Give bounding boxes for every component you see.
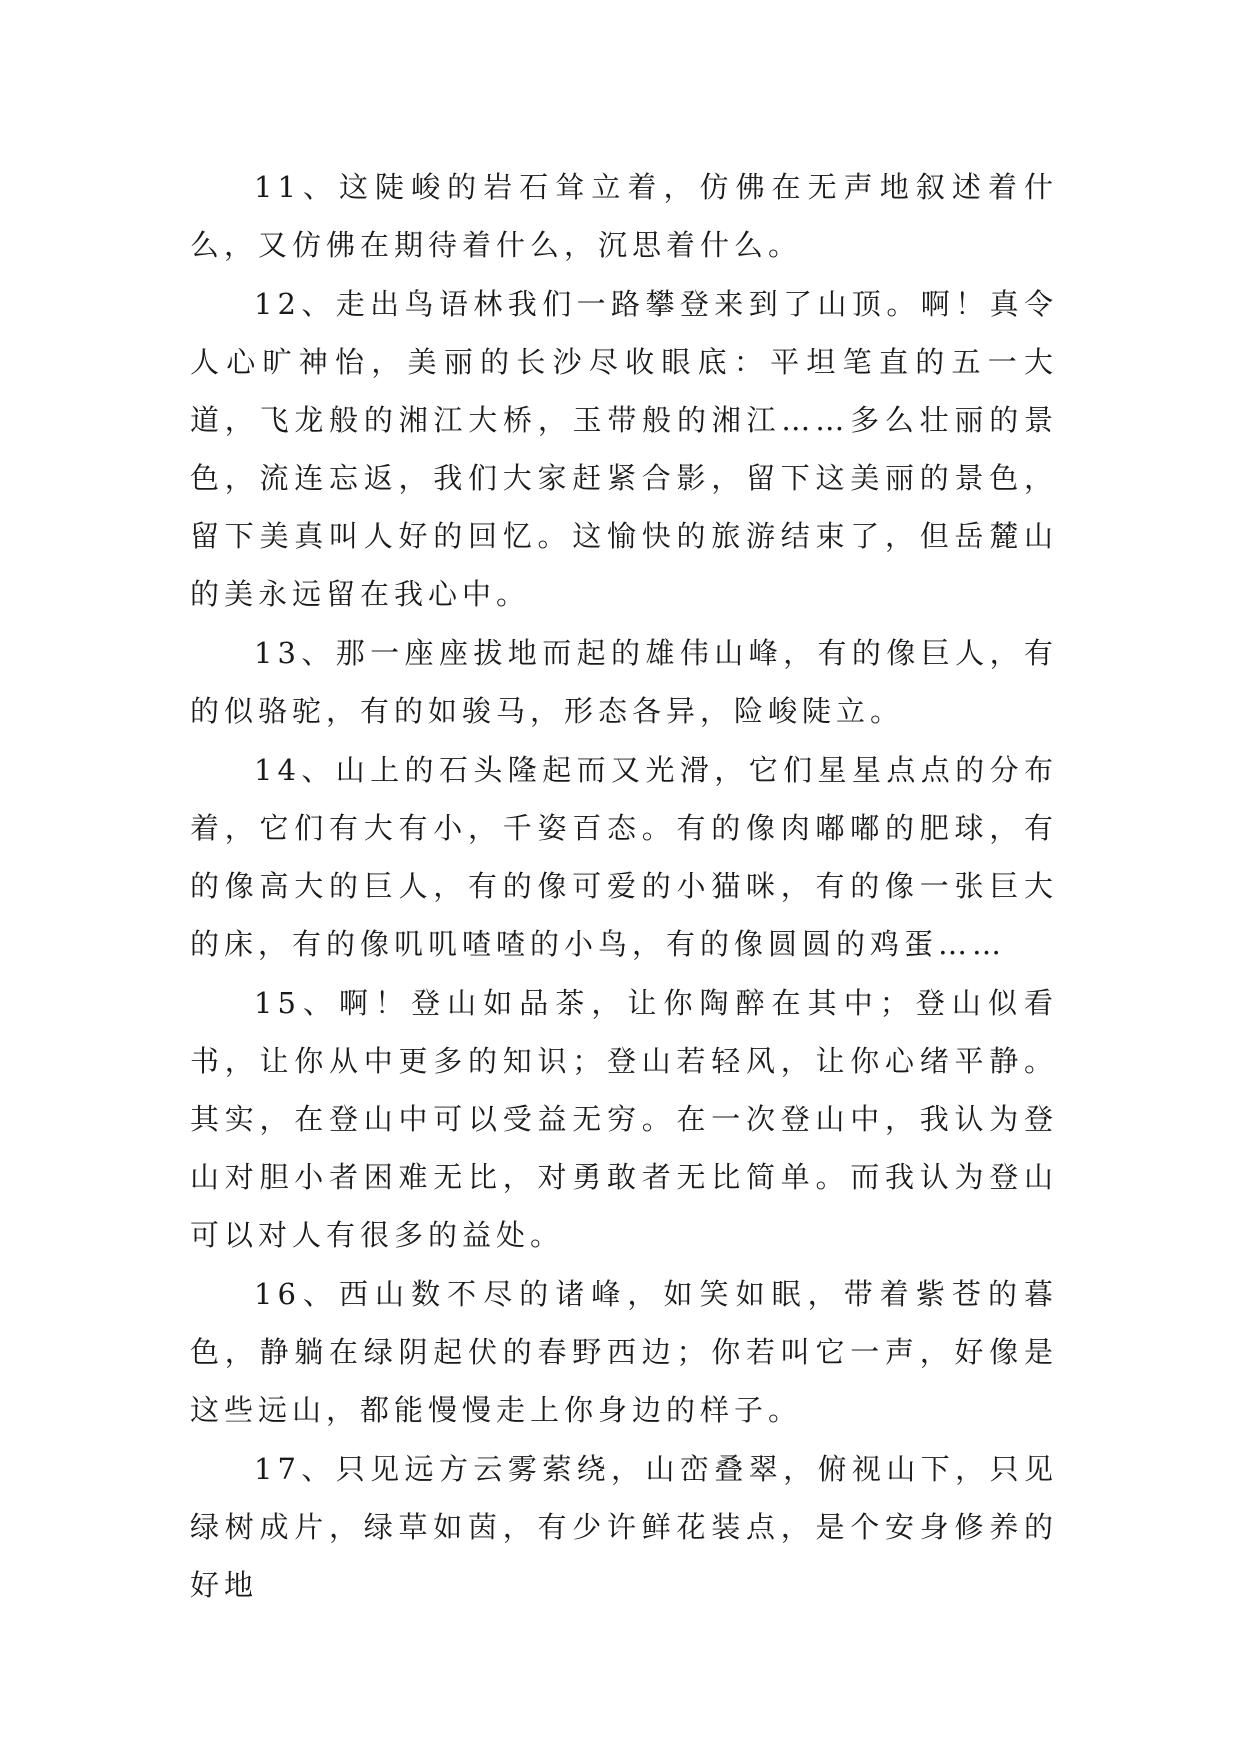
paragraph-13: 13、那一座座拔地而起的雄伟山峰，有的像巨人，有的似骆驼，有的如骏马，形态各异，险峻陡立。 xyxy=(190,636,1058,728)
paragraph-14: 14、山上的石头隆起而又光滑，它们星星点点的分布着，它们有大有小，千姿百态。有的像肉嘟嘟的肥球，有的像高大的巨人，有的像可爱的小猫咪，有的像一张巨大的床，有的像叽叽喳喳的小鸟，有的像圆圆的鸡蛋…… xyxy=(190,753,1058,961)
paragraph-11: 11、这陡峻的岩石耸立着，仿佛在无声地叙述着什么，又仿佛在期待着什么，沉思着什么。 xyxy=(190,170,1058,262)
paragraph-16: 16、西山数不尽的诸峰，如笑如眠，带着紫苍的暮色，静躺在绿阴起伏的春野西边；你若叫它一声，好像是这些远山，都能慢慢走上你身边的样子。 xyxy=(190,1277,1058,1427)
document-body xyxy=(190,158,1058,1615)
paragraph-17: 17、只见远方云雾萦绕，山峦叠翠，俯视山下，只见绿树成片，绿草如茵，有少许鲜花装点，是个安身修养的好地 xyxy=(190,1452,1058,1602)
paragraph-15: 15、啊！登山如品茶，让你陶醉在其中；登山似看书，让你从中更多的知识；登山若轻风，让你心绪平静。其实，在登山中可以受益无穷。在一次登山中，我认为登山对胆小者困难无比，对勇敢者无比简单。而我认为登山可以对人有很多的益处。 xyxy=(190,986,1058,1252)
paragraph-12: 12、走出鸟语林我们一路攀登来到了山顶。啊！真令人心旷神怡，美丽的长沙尽收眼底：平坦笔直的五一大道，飞龙般的湘江大桥，玉带般的湘江……多么壮丽的景色，流连忘返，我们大家赶紧合影，留下这美丽的景色，留下美真叫人好的回忆。这愉快的旅游结束了，但岳麓山的美永远留在我心中。 xyxy=(190,287,1058,611)
